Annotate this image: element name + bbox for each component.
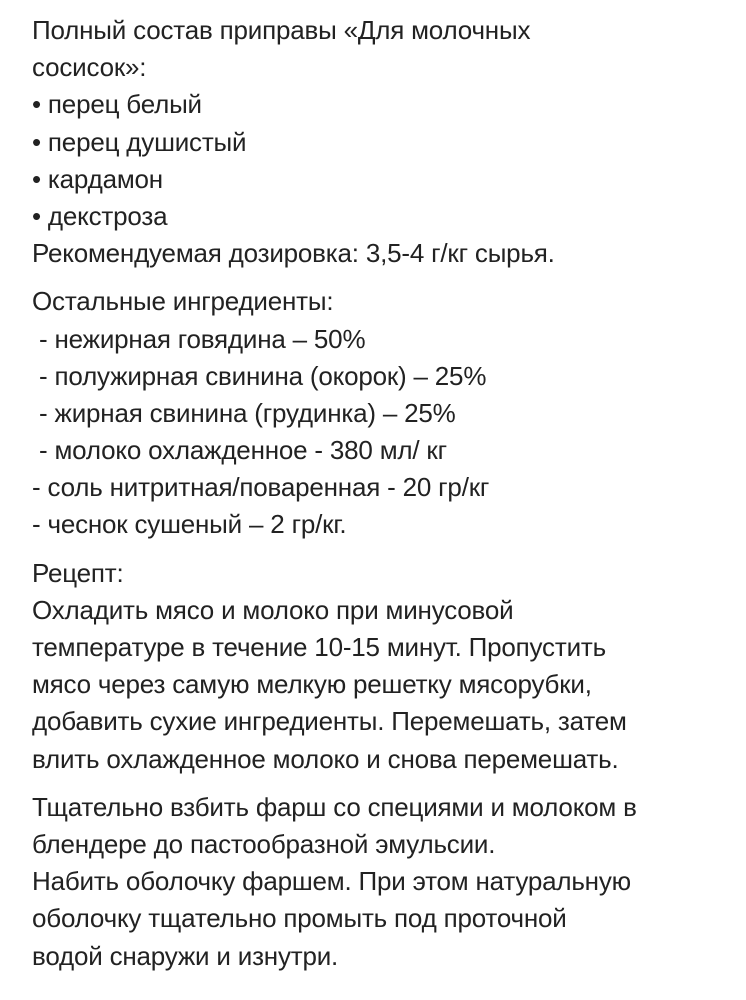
ingredient-item: - жирная свинина (грудинка) – 25%	[32, 397, 456, 428]
recipe-line: добавить сухие ингредиенты. Перемешать, затем	[32, 706, 627, 737]
paragraph-gap	[32, 778, 718, 789]
spice-title-line-2: сосисок»:	[32, 52, 147, 83]
spice-section	[32, 12, 718, 272]
recipe-section	[32, 555, 718, 778]
recipe-section-continued	[32, 789, 718, 975]
recipe-line: водой снаружи и изнутри.	[32, 940, 339, 971]
ingredient-item: - молоко охлажденное - 380 мл/ кг	[32, 435, 447, 466]
recipe-line: блендере до пастообразной эмульсии.	[32, 828, 496, 859]
ingredients-section	[32, 283, 718, 543]
spice-item: • декстроза	[32, 200, 168, 231]
paragraph-gap	[32, 544, 718, 555]
ingredient-item: - соль нитритная/поваренная - 20 гр/кг	[32, 472, 490, 503]
recipe-line: влить охлажденное молоко и снова перемешать.	[32, 743, 619, 774]
spice-item: • перец белый	[32, 89, 202, 120]
spice-title-line-1: Полный состав приправы «Для молочных	[32, 15, 531, 45]
recipe-title: Рецепт:	[32, 557, 124, 588]
recipe-line: температуре в течение 10-15 минут. Пропустить	[32, 632, 606, 662]
recipe-line: Набить оболочку фаршем. При этом натуральную	[32, 866, 631, 897]
dosage-text: Рекомендуемая дозировка: 3,5-4 г/кг сырья.	[32, 238, 555, 269]
recipe-line: оболочку тщательно промыть под проточной	[32, 903, 567, 934]
ingredient-item: - нежирная говядина – 50%	[32, 323, 366, 354]
recipe-line: мясо через самую мелкую решетку мясорубки,	[32, 669, 592, 700]
recipe-line: Тщательно взбить фарш со специями и молоком в	[32, 791, 637, 822]
ingredients-title: Остальные ингредиенты:	[32, 286, 334, 317]
paragraph-gap	[32, 272, 718, 283]
spice-item: • кардамон	[32, 163, 163, 194]
spice-item: • перец душистый	[32, 126, 247, 157]
recipe-line: Охладить мясо и молоко при минусовой	[32, 594, 514, 625]
ingredient-item: - полужирная свинина (окорок) – 25%	[32, 360, 487, 391]
ingredient-item: - чеснок сушеный – 2 гр/кг.	[32, 509, 347, 540]
